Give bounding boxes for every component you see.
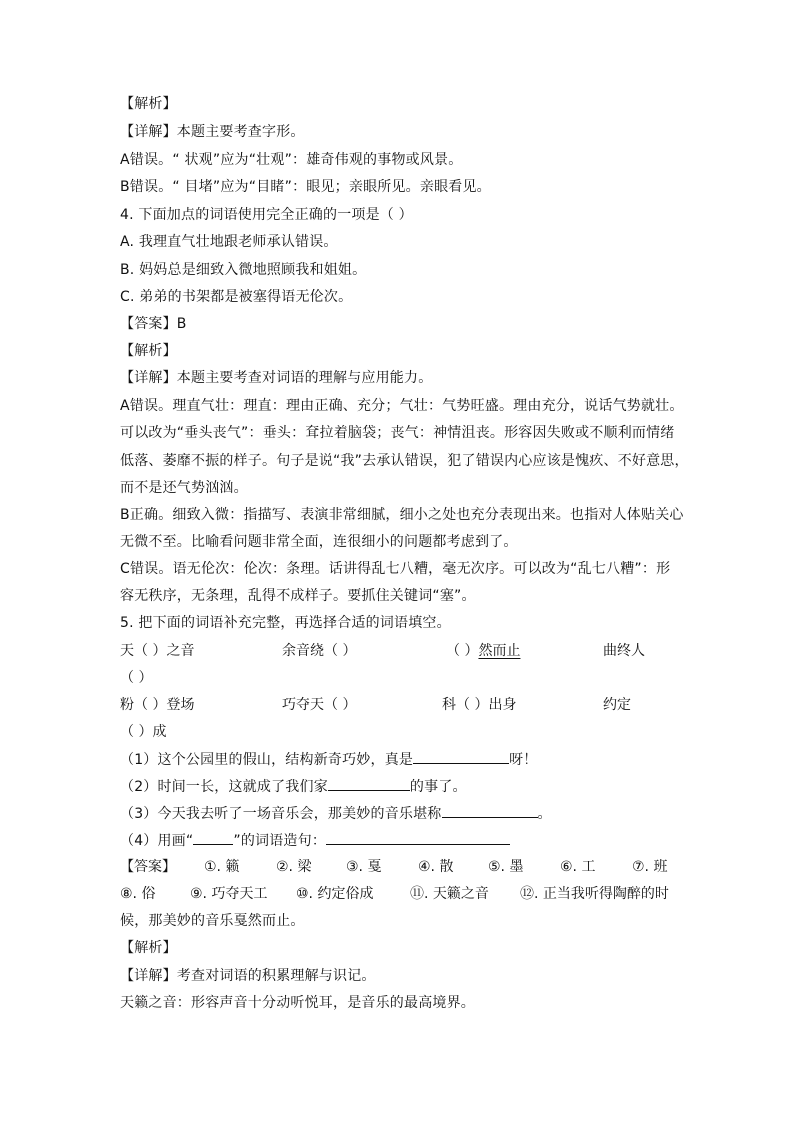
answer-item: ⑫. 正当我听得陶醉的时 [520, 886, 669, 902]
answer-item: ⑩. 约定俗成 [296, 886, 374, 902]
answer-item: ⑪. 天籁之音 [410, 886, 489, 902]
answer-item: ②. 梁 [276, 859, 312, 875]
fill-word: 约定 [603, 697, 631, 713]
answer-line: 【答案】B [120, 316, 187, 332]
sub-question-1: （1）这个公园里的假山，结构新奇巧妙，真是 呀！ [120, 749, 538, 770]
explanation-line: B正确。细致入微：指描写、表演非常细腻，细小之处也充分表现出来。也指对人体贴关心 [120, 507, 684, 523]
analysis-heading: 【解析】 [120, 343, 177, 359]
definition-line: 天籁之音：形容声音十分动听悦耳，是音乐的最高境界。 [120, 995, 475, 1011]
question-5-stem: 5. 把下面的词语补充完整，再选择合适的词语填空。 [120, 615, 451, 631]
answer-item: ④. 散 [418, 859, 454, 875]
detail-line: 【详解】本题主要考查对词语的理解与应用能力。 [120, 370, 433, 386]
fill-word: （ ）成 [120, 724, 167, 740]
fill-word: （ ） [120, 670, 153, 686]
analysis-heading: 【解析】 [120, 96, 177, 112]
option-a-explanation: A错误。“ 状观”应为“壮观”：雄奇伟观的事物或风景。 [120, 152, 463, 168]
explanation-line: 低落、萎靡不振的样子。句子是说“我”去承认错误，犯了错误内心应该是愧疚、不好意思， [120, 453, 689, 469]
fill-word: 巧夺天（ ） [282, 697, 357, 713]
explanation-line: C错误。语无伦次：伦次：条理。话讲得乱七八糟，毫无次序。可以改为“乱七八糟”：形 [120, 561, 671, 577]
option-b-explanation: B错误。“ 目堵”应为“目睹”：眼见；亲眼所见。亲眼看见。 [120, 179, 491, 195]
fill-word: 曲终人 [603, 643, 645, 659]
fill-word: 科（ ）出身 [442, 697, 517, 713]
sub-question-4: （4）用画“ ”的词语造句： [120, 830, 510, 851]
fill-word: 天（ ）之音 [120, 643, 195, 659]
answer-item: ⑧. 俗 [120, 886, 156, 902]
detail-line: 【详解】考查对词语的积累理解与识记。 [120, 968, 376, 984]
explanation-line: A错误。理直气壮：理直：理由正确、充分；气壮：气势旺盛。理由充分，说话气势就壮。 [120, 398, 684, 414]
answer-label: 【答案】 [120, 859, 176, 875]
answer-item: ⑥. 工 [560, 859, 596, 875]
explanation-line: 而不是还气势汹汹。 [120, 480, 248, 496]
question-4-option-a: A. 我理直气壮地跟老师承认错误。 [120, 234, 338, 250]
question-4-option-b: B. 妈妈总是细致入微地照顾我和姐姐。 [120, 262, 367, 278]
fill-word: （ ）然而止 [446, 643, 521, 659]
answer-continuation: 候，那美妙的音乐戛然而止。 [120, 913, 305, 929]
answer-item: ⑤. 墨 [488, 859, 524, 875]
explanation-line: 无微不至。比喻看问题非常全面，连很细小的问题都考虑到了。 [120, 534, 518, 550]
answer-item: ⑨. 巧夺天工 [190, 886, 268, 902]
explanation-line: 可以改为“垂头丧气”：垂头：耷拉着脑袋；丧气：神情沮丧。形容因失败或不顺利而情绪 [120, 425, 675, 441]
fill-word: 余音绕（ ） [282, 643, 357, 659]
sub-question-2: （2）时间一长，这就成了我们家 的事了。 [120, 776, 467, 797]
detail-line: 【详解】本题主要考查字形。 [120, 124, 305, 140]
question-4-option-c: C. 弟弟的书架都是被塞得语无伦次。 [120, 289, 353, 305]
analysis-heading: 【解析】 [120, 940, 177, 956]
explanation-line: 容无秩序，无条理，乱得不成样子。要抓住关键词“塞”。 [120, 588, 476, 604]
fill-word: 粉（ ）登场 [120, 697, 195, 713]
answer-item: ①. 籁 [204, 859, 240, 875]
question-4-stem: 4. 下面加点的词语使用完全正确的一项是（ ） [120, 207, 413, 223]
answer-item: ⑦. 班 [632, 859, 668, 875]
answer-item: ③. 戛 [346, 859, 382, 875]
sub-question-3: （3）今天我去听了一场音乐会，那美妙的音乐堪称 。 [120, 803, 552, 824]
